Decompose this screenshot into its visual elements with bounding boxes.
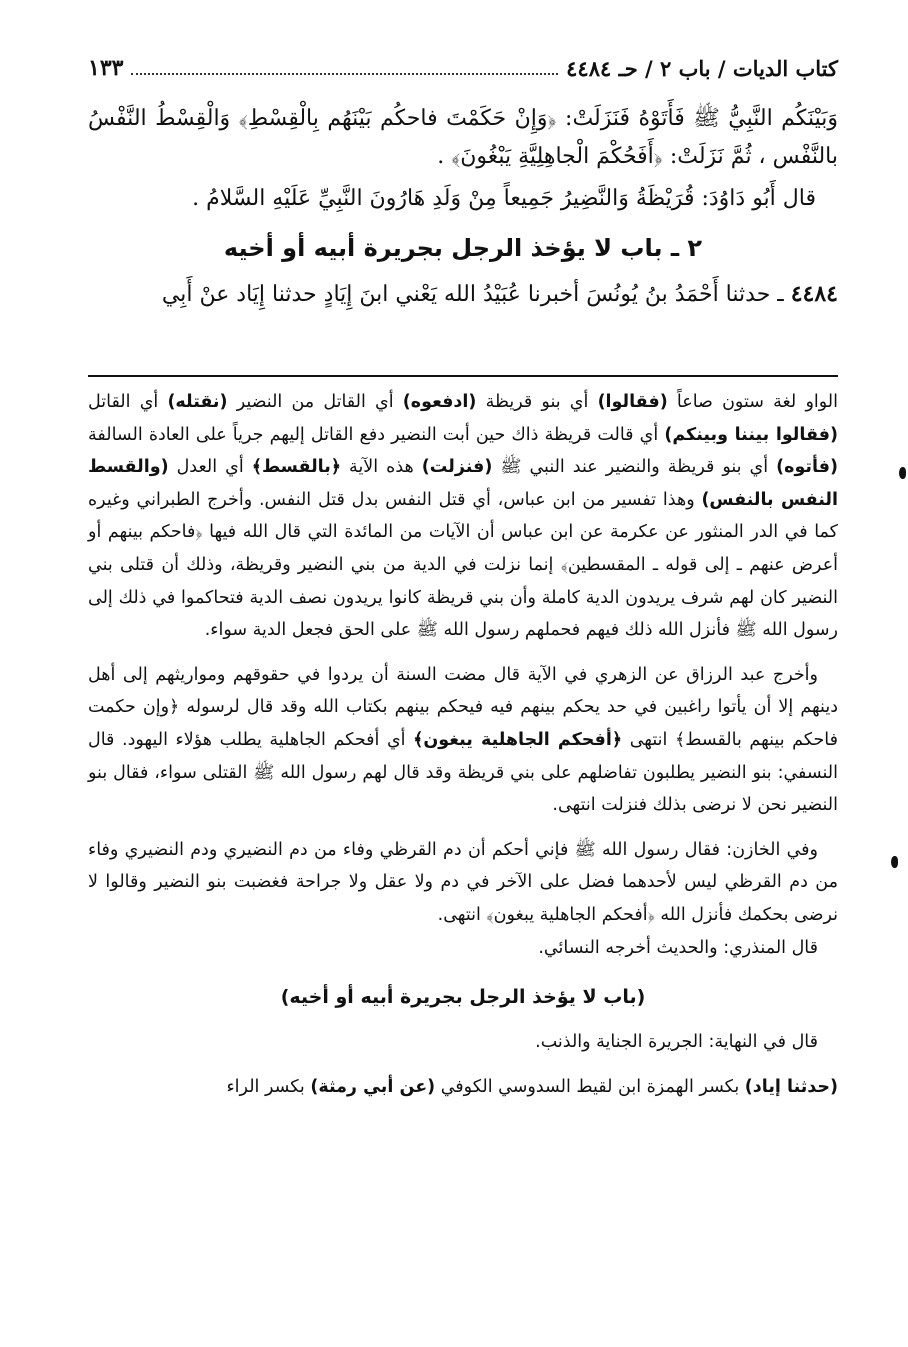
commentary-paragraph: (حدثنا إياد) بكسر الهمزة ابن لقيط السدوسي الكوفي (عن أبي رمثة) بكسر الراء bbox=[226, 1076, 838, 1097]
matn-paragraph: قال أَبُو دَاوُدَ: قُرَيْظَةُ وَالنَّضِيرُ جَمِيعاً مِنْ وَلَدِ هَارُونَ النَّبِيِّ عَلَيْهِ السَّلامُ . bbox=[192, 186, 816, 211]
running-title: كتاب الديات / باب ٢ / حـ ٤٤٨٤ bbox=[566, 55, 838, 81]
margin-mark bbox=[899, 467, 906, 479]
dotted-leader bbox=[131, 73, 558, 75]
commentary-paragraph: الواو لغة ستون صاعاً (فقالوا) أي بنو قريظة (ادفعوه) أي القاتل من النضير (نقتله) أي القاتل (فقالوا بيننا وبينكم) أي قالت قريظة ذاك حين أبت النضير دفع القاتل إليهم جرياً على العادة السالفة (فأتوه) أي بنو قريظة والنضير عند النبي ﷺ (فنزلت) هذه الآية ﴿بالقسط﴾ أي العدل (والقسط النفس بالنفس) وهذا تفسير من ابن عباس، أي قتل النفس بدل قتل النفس. وأخرج الطبراني وغيره كما في الدر المنثور عن عكرمة عن ابن عباس أن الآيات من المائدة التي قال الله فيها ﴿فاحكم بينهم أو أعرض عنهم ـ إلى قوله ـ المقسطين﴾ إنما نزلت في الدية من بني النضير وقريظة، وذلك أن قتلى بني النضير كان لهم شرف يريدون الدية كاملة وأن بني قريظة كانوا يريدون نصف الدية فتحاكموا في ذلك إلى رسول الله ﷺ فأنزل الله ذلك فيهم فحملهم رسول الله ﷺ على الحق فجعل الدية سواء. bbox=[88, 392, 839, 641]
commentary bbox=[88, 386, 838, 1103]
main-text bbox=[88, 100, 838, 315]
commentary-paragraph: قال المنذري: والحديث أخرجه النسائي. bbox=[538, 937, 818, 958]
margin-mark bbox=[891, 856, 898, 868]
commentary-paragraph: قال في النهاية: الجريرة الجناية والذنب. bbox=[535, 1032, 818, 1053]
hadith-number: ٤٤٨٤ bbox=[790, 281, 838, 307]
hadith-line bbox=[88, 274, 838, 315]
chapter-heading: ٢ ـ باب لا يؤخذ الرجل بجريرة أبيه أو أخيه bbox=[223, 234, 703, 262]
commentary-paragraph: وأخرج عبد الرزاق عن الزهري في الآية قال مضت السنة أن يردوا في حقوقهم ومواريثهم إلى أهل دينهم إلا أن يأتوا راغبين في حد يحكم بينهم فيه فيحكم بينهم بكتاب الله وقد قال لرسوله ﴿وإن حكمت فاحكم بينهم بالقسط﴾ انتهى ﴿أفحكم الجاهلية يبغون﴾ أي أفحكم الجاهلية يطلب هؤلاء اليهود. قال النسفي: بنو النضير يطلبون تفاضلهم على بني قريظة وقد قال لهم رسول الله ﷺ القتلى سواء، فقال بنو النضير نحن لا نرضى بذلك فنزلت انتهى. bbox=[88, 664, 838, 816]
commentary-paragraph: وفي الخازن: فقال رسول الله ﷺ فإني أحكم أن دم القرظي وفاء من دم النضيري ودم النضيري وفاء من دم القرظي ليس لأحدهما فضل على الآخر في دم ولا عقل ولا جراحة فغضبت بنو النضير وقالوا لا نرضى بحكمك فأنزل الله ﴿أفحكم الجاهلية يبغون﴾ انتهى. bbox=[88, 839, 838, 925]
hadith-text: ـ حدثنا أَحْمَدُ بنُ يُونُسَ أخبرنا عُبَيْدُ الله يَعْني ابنَ إِيَادٍ حدثنا إِيَاد عنْ أَبِي bbox=[161, 282, 784, 307]
commentary-chapter-heading: (باب لا يؤخذ الرجل بجريرة أبيه أو أخيه) bbox=[280, 986, 646, 1009]
running-header bbox=[88, 50, 838, 86]
footnote-divider bbox=[88, 375, 838, 377]
page-number: ١٣٣ bbox=[88, 55, 124, 81]
matn-paragraph: وَبَيْنَكُم النَّبِيُّ ﷺ فَأَتَوْهُ فَنَزَلَتْ: ﴿وَإِنْ حَكَمْتَ فاحكُم بَيْنَهُم بِالْقِسْطِ﴾ وَالْقِسْطُ النَّفْسُ بالنَّفْس ، ثُمَّ نَزَلَتْ: ﴿أَفَحُكْمَ الْجاهِلِيَّةِ يَبْغُونَ﴾ . bbox=[88, 106, 838, 169]
